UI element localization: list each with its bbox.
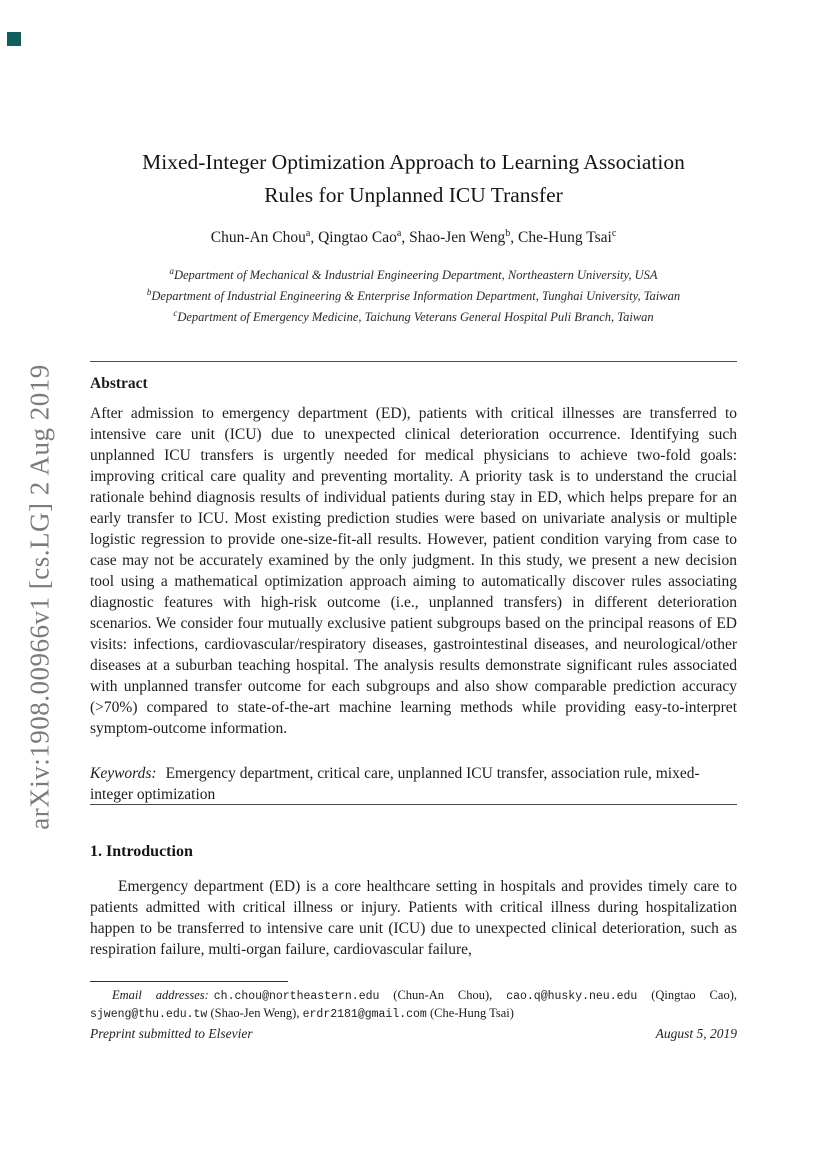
footnote-rule	[90, 981, 288, 982]
author	[211, 229, 318, 246]
email-address: cao.q@husky.neu.edu	[506, 990, 638, 1003]
affiliation-text: Department of Industrial Engineering & Enterprise Information Department, Tunghai University, Taiwan	[151, 289, 681, 304]
title-line-1: Mixed-Integer Optimization Approach to Learning Association	[142, 150, 685, 174]
affiliation	[90, 284, 737, 305]
email-address: erdr2181@gmail.com	[302, 1008, 427, 1021]
abstract-body: After admission to emergency department (ED), patients with critical illnesses are transferred to intensive care unit (ICU) due to unexpected clinical deterioration occurrence. Identifying such unplanned ICU transfers is urgently needed for medical physicians to achieve two-fold goals: improving critical care quality and preventing mortality. A priority task is to understand the crucial rationale behind diagnosis results of individual patients during stay in ED, which helps prepare for an early transfer to ICU. Most existing prediction studies were based on univariate analysis or multiple logistic regression to provide one-size-fit-all results. However, patient condition varying from case to case may not be accurately examined by the only judgment. In this study, we present a new decision tool using a mathematical optimization approach aiming to automatically discover rules associating diagnostic features with high-risk outcome (i.e., unplanned transfers) in different deterioration scenarios. We consider four mutually exclusive patient subgroups based on the principal reasons of ED visits: infections, cardiovascular/respiratory diseases, gastrointestinal diseases, and neurological/other diseases at a suburban teaching hospital. The analysis results demonstrate significant rules associated with unplanned transfer outcome for each subgroups and also show comparable prediction accuracy (>70%) compared to state-of-the-art machine learning methods while providing easy-to-interpret symptom-outcome information.	[90, 405, 737, 737]
author-separator: ,	[310, 229, 319, 247]
author-list	[90, 228, 737, 247]
section-heading-introduction: 1. Introduction	[90, 843, 193, 860]
affiliation-mark: b	[146, 287, 152, 298]
affiliation-text: Department of Mechanical & Industrial Engineering Department, Northeastern University, USA	[173, 268, 658, 283]
corner-marker	[7, 32, 21, 46]
author	[409, 229, 518, 246]
author-separator: ,	[510, 229, 519, 247]
preprint-notice: Preprint submitted to Elsevier	[90, 1026, 253, 1041]
author-affiliation-mark: a	[305, 228, 311, 239]
abstract-top-rule	[90, 361, 737, 362]
email-addresses-label: Email addresses:	[112, 988, 209, 1002]
affiliation-mark: a	[169, 266, 174, 276]
email-owner: (Qingtao Cao),	[637, 988, 737, 1002]
email-owner: (Shao-Jen Weng),	[207, 1006, 303, 1020]
keywords-label: Keywords:	[90, 765, 157, 782]
abstract-bottom-rule	[90, 804, 737, 805]
paper-title	[90, 146, 737, 212]
author-name: Qingtao Cao	[318, 229, 397, 247]
author-affiliation-mark: b	[505, 228, 511, 239]
email-address: sjweng@thu.edu.tw	[90, 1008, 208, 1021]
author	[518, 229, 616, 246]
email-footnote	[90, 987, 737, 1023]
author-affiliation-mark: a	[396, 228, 402, 239]
keywords-block	[90, 763, 737, 805]
affiliation-mark: c	[173, 308, 178, 319]
affiliation-text: Department of Emergency Medicine, Taichung Veterans General Hospital Puli Branch, Taiwan	[177, 310, 654, 325]
email-address: ch.chou@northeastern.edu	[213, 990, 380, 1003]
introduction-paragraph: Emergency department (ED) is a core healthcare setting in hospitals and provides timely care to patients admitted with critical illness or injury. Patients with critical illness during hospitalization happen to be transferred to intensive care unit (ICU) due to unexpected clinical deterioration, such as respiration failure, multi-organ failure, cardiovascular failure,	[90, 878, 737, 958]
author	[318, 229, 409, 246]
author-separator: ,	[401, 229, 410, 247]
affiliation-list	[90, 263, 737, 326]
affiliation	[90, 305, 737, 326]
author-affiliation-mark: c	[611, 228, 617, 239]
keywords-text: Emergency department, critical care, unplanned ICU transfer, association rule, mixed-integer optimization	[90, 765, 700, 803]
email-owner: (Chun-An Chou),	[379, 988, 507, 1002]
author-name: Shao-Jen Weng	[409, 229, 506, 247]
email-owner: (Che-Hung Tsai)	[426, 1006, 514, 1020]
affiliation	[90, 263, 737, 284]
page-footer	[90, 1026, 737, 1042]
arxiv-watermark: arXiv:1908.00966v1 [cs.LG] 2 Aug 2019	[24, 364, 55, 830]
author-name: Che-Hung Tsai	[518, 229, 612, 247]
title-line-2: Rules for Unplanned ICU Transfer	[264, 183, 563, 207]
abstract-heading: Abstract	[90, 375, 148, 392]
author-name: Chun-An Chou	[210, 229, 306, 247]
footer-date: August 5, 2019	[655, 1026, 737, 1041]
